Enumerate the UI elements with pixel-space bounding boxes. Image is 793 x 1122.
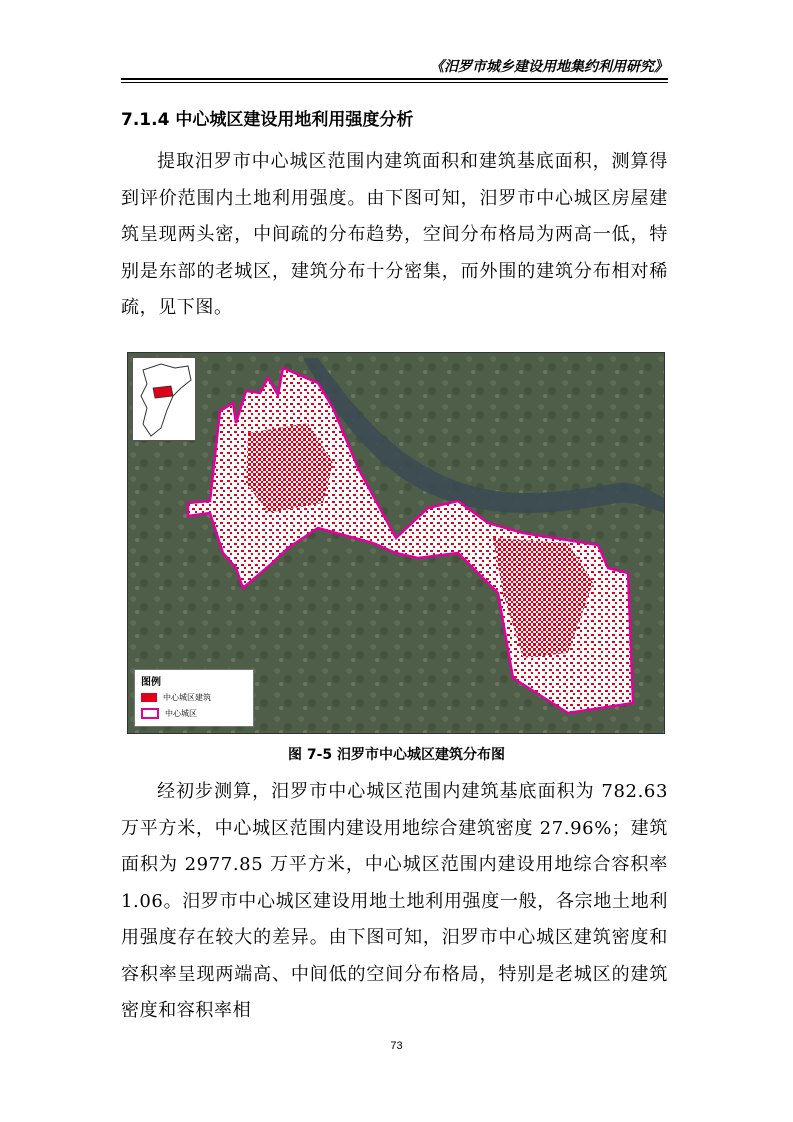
legend-item-buildings [141,692,211,703]
paragraph-intro: 提取汨罗市中心城区范围内建筑面积和建筑基底面积，测算得到评价范围内土地利用强度。由下图可知，汨罗市中心城区房屋建筑呈现两头密，中间疏的分布趋势，空间分布格局为两高一低，特别是东部的老城区，建筑分布十分密集，而外围的建筑分布相对稀疏，见下图。 [121,151,668,318]
legend-item-district [141,708,197,719]
legend-label-buildings: 中心城区建筑 [163,693,211,702]
header-rule-thin [121,82,668,83]
locator-inset-map [132,357,196,441]
legend-label-district: 中心城区 [165,709,197,718]
paragraph-measurement: 经初步测算，汨罗市中心城区范围内建筑基底面积为 782.63 万平方米，中心城区范围内建设用地综合建筑密度 27.96%；建筑面积为 2977.85 万平方米，中心城区范围内建设用地综合容积率 1.06。汨罗市中心城区建设用地土地利用强度一般，各宗地土地利用强度存在较大的差异。由下图可知，汨罗市中心城区建筑密度和容积率呈现两端高、中间低的空间分布格局，特别是老城区的建筑密度和容积率相 [121,781,668,1021]
running-header: 《汨罗市城乡建设用地集约利用研究》 [430,59,668,75]
building-distribution-map [127,352,665,734]
page-number: 73 [390,1040,403,1052]
figure-caption: 图 7-5 汨罗市中心城区建筑分布图 [287,747,506,763]
header-rule-thick [121,78,668,80]
legend-swatch-district [141,708,159,719]
legend-title: 图例 [141,677,161,688]
section-heading: 7.1.4 中心城区建设用地利用强度分析 [121,110,414,130]
legend-swatch-buildings [141,693,157,702]
map-legend [134,669,254,727]
locator-map-graphic [133,358,195,440]
